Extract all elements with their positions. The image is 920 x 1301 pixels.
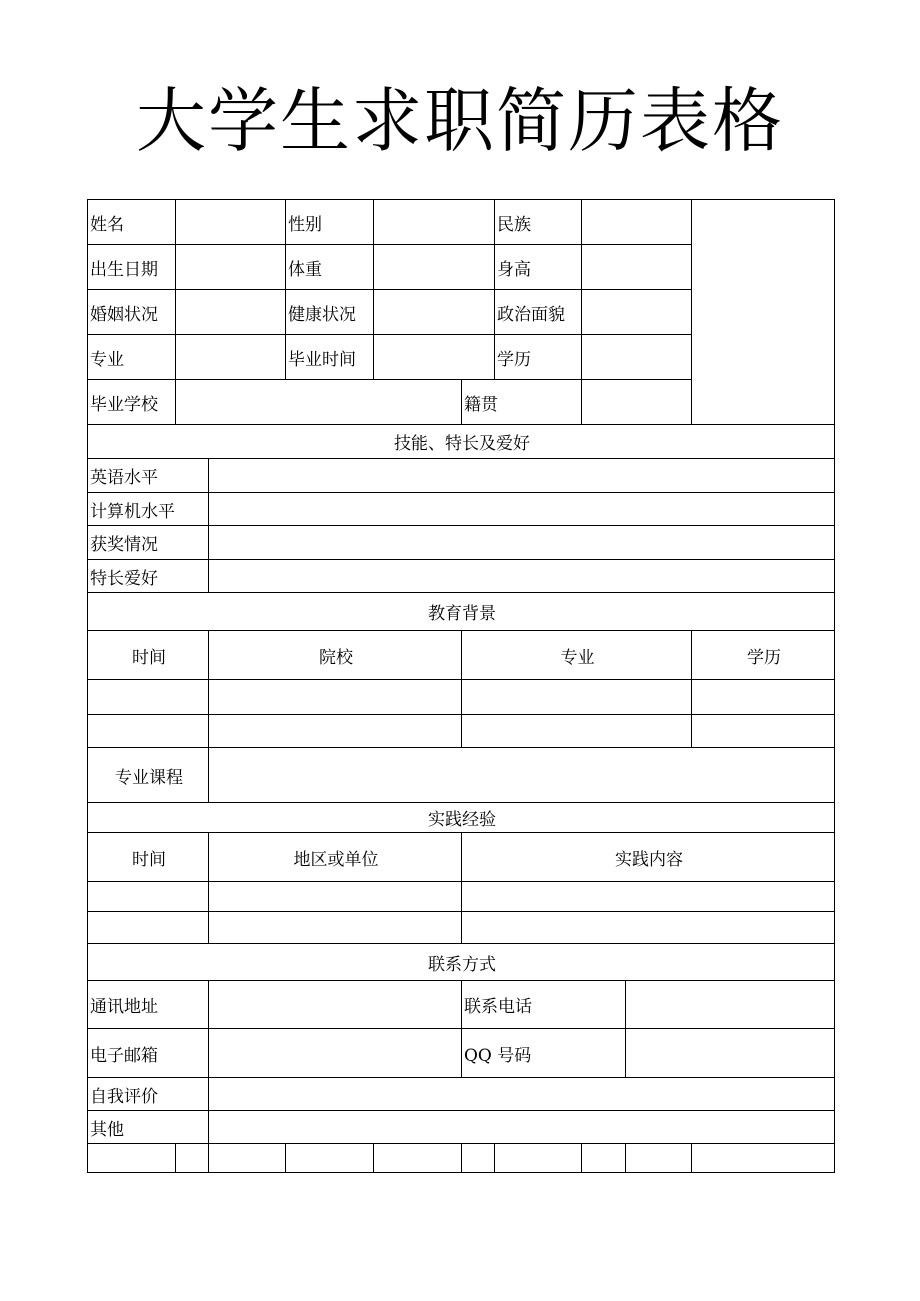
field-hobbies[interactable] bbox=[209, 560, 835, 593]
field-self-eval[interactable] bbox=[209, 1078, 835, 1111]
prac-cell-time[interactable] bbox=[88, 912, 209, 944]
label-other: 其他 bbox=[88, 1111, 209, 1144]
prac-cell-place[interactable] bbox=[209, 912, 462, 944]
edu-cell-school[interactable] bbox=[209, 680, 462, 715]
label-english: 英语水平 bbox=[88, 459, 209, 493]
label-awards: 获奖情况 bbox=[88, 526, 209, 560]
edu-cell-school[interactable] bbox=[209, 715, 462, 748]
grid-cell bbox=[462, 1144, 495, 1173]
grid-cell bbox=[176, 1144, 209, 1173]
grid-cell bbox=[582, 1144, 626, 1173]
field-other[interactable] bbox=[209, 1111, 835, 1144]
grid-cell bbox=[626, 1144, 692, 1173]
prac-cell-time[interactable] bbox=[88, 882, 209, 912]
label-name: 姓名 bbox=[88, 200, 176, 245]
resume-table bbox=[87, 199, 835, 1173]
label-marital: 婚姻状况 bbox=[88, 290, 176, 335]
label-height: 身高 bbox=[495, 245, 582, 290]
field-weight[interactable] bbox=[374, 245, 495, 290]
grid-cell bbox=[692, 1144, 835, 1173]
field-computer[interactable] bbox=[209, 493, 835, 526]
field-qq[interactable] bbox=[626, 1029, 835, 1078]
label-major: 专业 bbox=[88, 335, 176, 380]
prac-col-place: 地区或单位 bbox=[209, 833, 462, 882]
label-phone: 联系电话 bbox=[462, 981, 626, 1029]
field-major[interactable] bbox=[176, 335, 286, 380]
field-grad-time[interactable] bbox=[374, 335, 495, 380]
prac-col-time: 时间 bbox=[88, 833, 209, 882]
grid-cell bbox=[286, 1144, 374, 1173]
label-email: 电子邮箱 bbox=[88, 1029, 209, 1078]
label-health: 健康状况 bbox=[286, 290, 374, 335]
section-contact-header: 联系方式 bbox=[88, 944, 835, 981]
field-phone[interactable] bbox=[626, 981, 835, 1029]
field-email[interactable] bbox=[209, 1029, 462, 1078]
label-native-place: 籍贯 bbox=[462, 380, 582, 425]
field-birth-date[interactable] bbox=[176, 245, 286, 290]
field-degree[interactable] bbox=[582, 335, 692, 380]
field-address[interactable] bbox=[209, 981, 462, 1029]
prac-cell-place[interactable] bbox=[209, 882, 462, 912]
edu-cell-major[interactable] bbox=[462, 680, 692, 715]
prac-cell-content[interactable] bbox=[462, 912, 835, 944]
edu-cell-degree[interactable] bbox=[692, 680, 835, 715]
edu-cell-time[interactable] bbox=[88, 680, 209, 715]
label-self-eval: 自我评价 bbox=[88, 1078, 209, 1111]
photo-box[interactable] bbox=[692, 200, 835, 425]
field-gender[interactable] bbox=[374, 200, 495, 245]
field-political[interactable] bbox=[582, 290, 692, 335]
label-weight: 体重 bbox=[286, 245, 374, 290]
field-awards[interactable] bbox=[209, 526, 835, 560]
page-title: 大学生求职简历表格 bbox=[136, 80, 784, 162]
grid-cell bbox=[88, 1144, 176, 1173]
edu-col-degree: 学历 bbox=[692, 631, 835, 680]
edu-cell-time[interactable] bbox=[88, 715, 209, 748]
grid-cell bbox=[209, 1144, 286, 1173]
label-ethnicity: 民族 bbox=[495, 200, 582, 245]
label-qq: QQ 号码 bbox=[462, 1029, 626, 1078]
label-birth-date: 出生日期 bbox=[88, 245, 176, 290]
section-skills-header: 技能、特长及爱好 bbox=[88, 425, 835, 459]
section-practice-header: 实践经验 bbox=[88, 803, 835, 833]
field-native-place[interactable] bbox=[582, 380, 692, 425]
grid-cell bbox=[374, 1144, 462, 1173]
label-political: 政治面貌 bbox=[495, 290, 582, 335]
section-education-header: 教育背景 bbox=[88, 593, 835, 631]
edu-cell-major[interactable] bbox=[462, 715, 692, 748]
prac-col-content: 实践内容 bbox=[462, 833, 835, 882]
field-school[interactable] bbox=[176, 380, 462, 425]
field-height[interactable] bbox=[582, 245, 692, 290]
label-computer: 计算机水平 bbox=[88, 493, 209, 526]
field-marital[interactable] bbox=[176, 290, 286, 335]
edu-col-major: 专业 bbox=[462, 631, 692, 680]
edu-col-time: 时间 bbox=[88, 631, 209, 680]
field-english[interactable] bbox=[209, 459, 835, 493]
edu-cell-degree[interactable] bbox=[692, 715, 835, 748]
field-courses[interactable] bbox=[209, 748, 835, 803]
label-address: 通讯地址 bbox=[88, 981, 209, 1029]
label-school: 毕业学校 bbox=[88, 380, 176, 425]
field-ethnicity[interactable] bbox=[582, 200, 692, 245]
prac-cell-content[interactable] bbox=[462, 882, 835, 912]
label-gender: 性别 bbox=[286, 200, 374, 245]
label-grad-time: 毕业时间 bbox=[286, 335, 374, 380]
label-degree: 学历 bbox=[495, 335, 582, 380]
label-courses: 专业课程 bbox=[88, 748, 209, 803]
grid-cell bbox=[495, 1144, 582, 1173]
field-name[interactable] bbox=[176, 200, 286, 245]
edu-col-school: 院校 bbox=[209, 631, 462, 680]
field-health[interactable] bbox=[374, 290, 495, 335]
label-hobbies: 特长爱好 bbox=[88, 560, 209, 593]
